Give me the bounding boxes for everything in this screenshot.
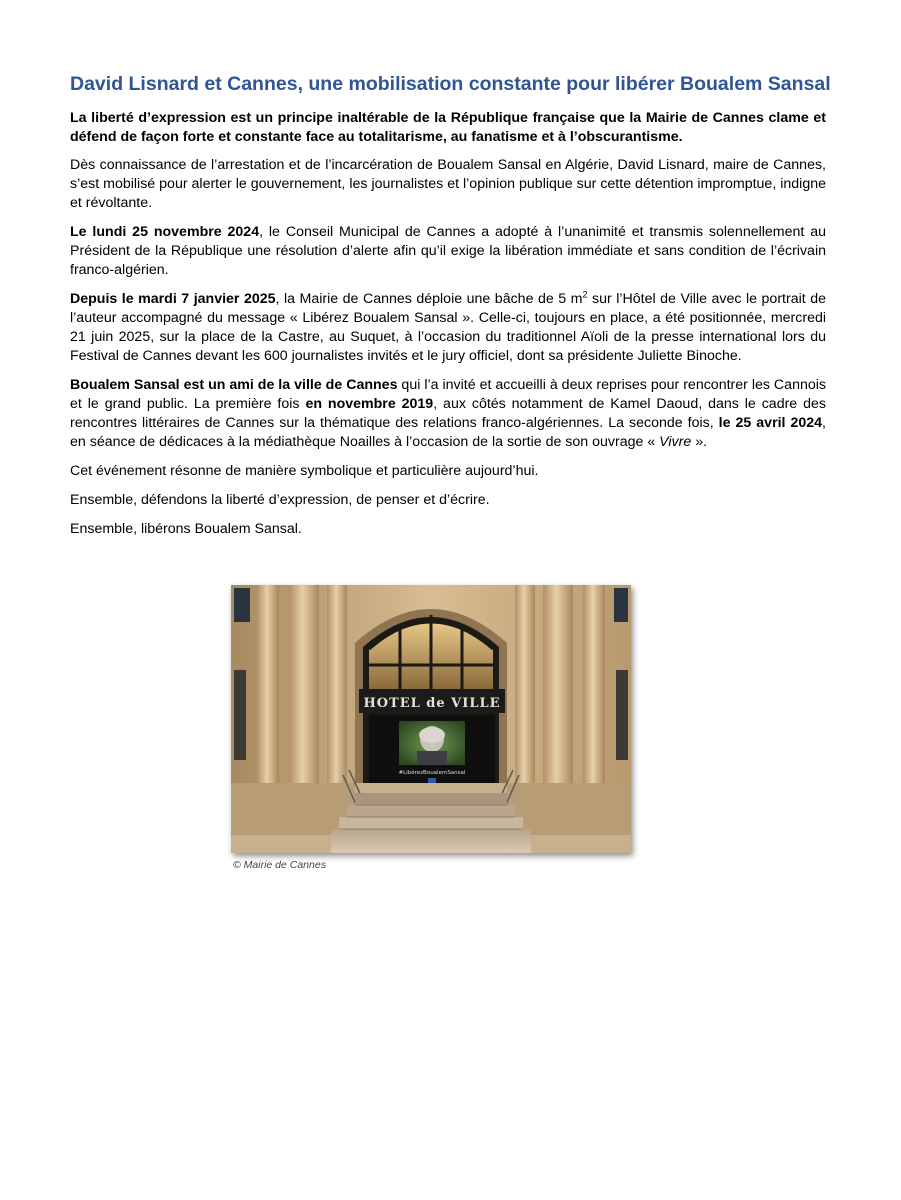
paragraph-symbolic: Cet événement résonne de manière symbolique et particulière aujourd’hui. <box>70 463 539 480</box>
window-left <box>234 588 250 622</box>
lead-paragraph: La liberté d’expression est un principe inaltérable de la République française que la Mairie de Cannes clame et défend de façon forte et constante face au totalitarisme, au fanatisme et à l’obscurantisme. <box>70 110 826 146</box>
photo-caption: © Mairie de Cannes <box>233 859 326 871</box>
friend-statement: Boualem Sansal est un ami de la ville de Cannes <box>70 377 398 394</box>
document-body <box>70 72 831 549</box>
paragraph-council: Le lundi 25 novembre 2024, le Conseil Municipal de Cannes a adopté à l’unanimité et transmis solennellement au Président de la République une résolution d’alerte afin qu’il exige la libération immédiate et sans condition de l’écrivain franco-algérien. <box>70 224 826 279</box>
step <box>331 829 531 853</box>
column <box>583 585 605 785</box>
paragraph-banner: Depuis le mardi 7 janvier 2025, la Mairie de Cannes déploie une bâche de 5 $m^2$ sur l’Hôtel de Ville avec le portrait de l’auteur accompagné du message « Libérez Boualem Sansal ». Celle-ci, toujours en place, a été positionnée, mercredi 21 juin 2025, sur la place de la Castre, au Suquet, à l’occasion du traditionnel Aïoli de la presse international lors du Festival de Cannes devant les 600 journalistes invités et le jury officiel, dont sa présidente Juliette Binoche. <box>70 289 826 365</box>
paragraph-arrest: Dès connaissance de l’arrestation et de l’incarcération de Boualem Sansal en Algérie, David Lisnard, maire de Cannes, s’est mobilisé pour alerter le gouvernement, les journalistes et l’opinion publique sur cette détention impromptue, indigne et révoltante. <box>70 157 826 212</box>
column <box>515 585 535 785</box>
window-right <box>614 588 628 622</box>
plinth-right <box>507 783 631 835</box>
side-door-right <box>616 670 628 760</box>
hotel-de-ville-sign: HOTEL de VILLE <box>363 696 501 711</box>
plinth-left <box>231 783 355 835</box>
step <box>355 793 507 805</box>
date-2024: le 25 avril 2024 <box>718 415 823 432</box>
side-door-left <box>234 670 246 760</box>
column <box>257 585 279 785</box>
date-banner: Depuis le mardi 7 janvier 2025 <box>70 291 276 308</box>
step <box>347 805 515 817</box>
paragraph-free: Ensemble, libérons Boualem Sansal. <box>70 521 302 538</box>
paragraph-defend: Ensemble, défendons la liberté d’expression, de penser et d’écrire. <box>70 492 490 509</box>
column <box>289 585 319 785</box>
column <box>543 585 573 785</box>
book-title: Vivre <box>659 434 692 451</box>
banner-hashtag: #LibérezBoualemSansal <box>398 770 466 776</box>
paragraph-friend: Boualem Sansal est un ami de la ville de Cannes qui l’a invité et accueilli à deux reprises pour rencontrer les Cannois et le grand public. La première fois en novembre 2019, aux côtés notamment de Kamel Daoud, dans le cadre des rencontres littéraires de Cannes sur la thématique des relations franco-algériennes. La seconde fois, le 25 avril 2024, en séance de dédicaces à la médiathèque Noailles à l’occasion de la sortie de son ouvrage « Vivre ». <box>70 377 826 451</box>
step <box>339 817 523 829</box>
date-2019: en novembre 2019 <box>305 396 434 413</box>
portrait-hair <box>419 727 445 743</box>
hotel-de-ville-photo <box>231 585 631 853</box>
column <box>327 585 347 785</box>
portrait-shoulders <box>417 751 447 765</box>
page-title: David Lisnard et Cannes, une mobilisation constante pour libérer Boualem Sansal <box>70 73 831 95</box>
date-council: Le lundi 25 novembre 2024 <box>70 224 260 241</box>
